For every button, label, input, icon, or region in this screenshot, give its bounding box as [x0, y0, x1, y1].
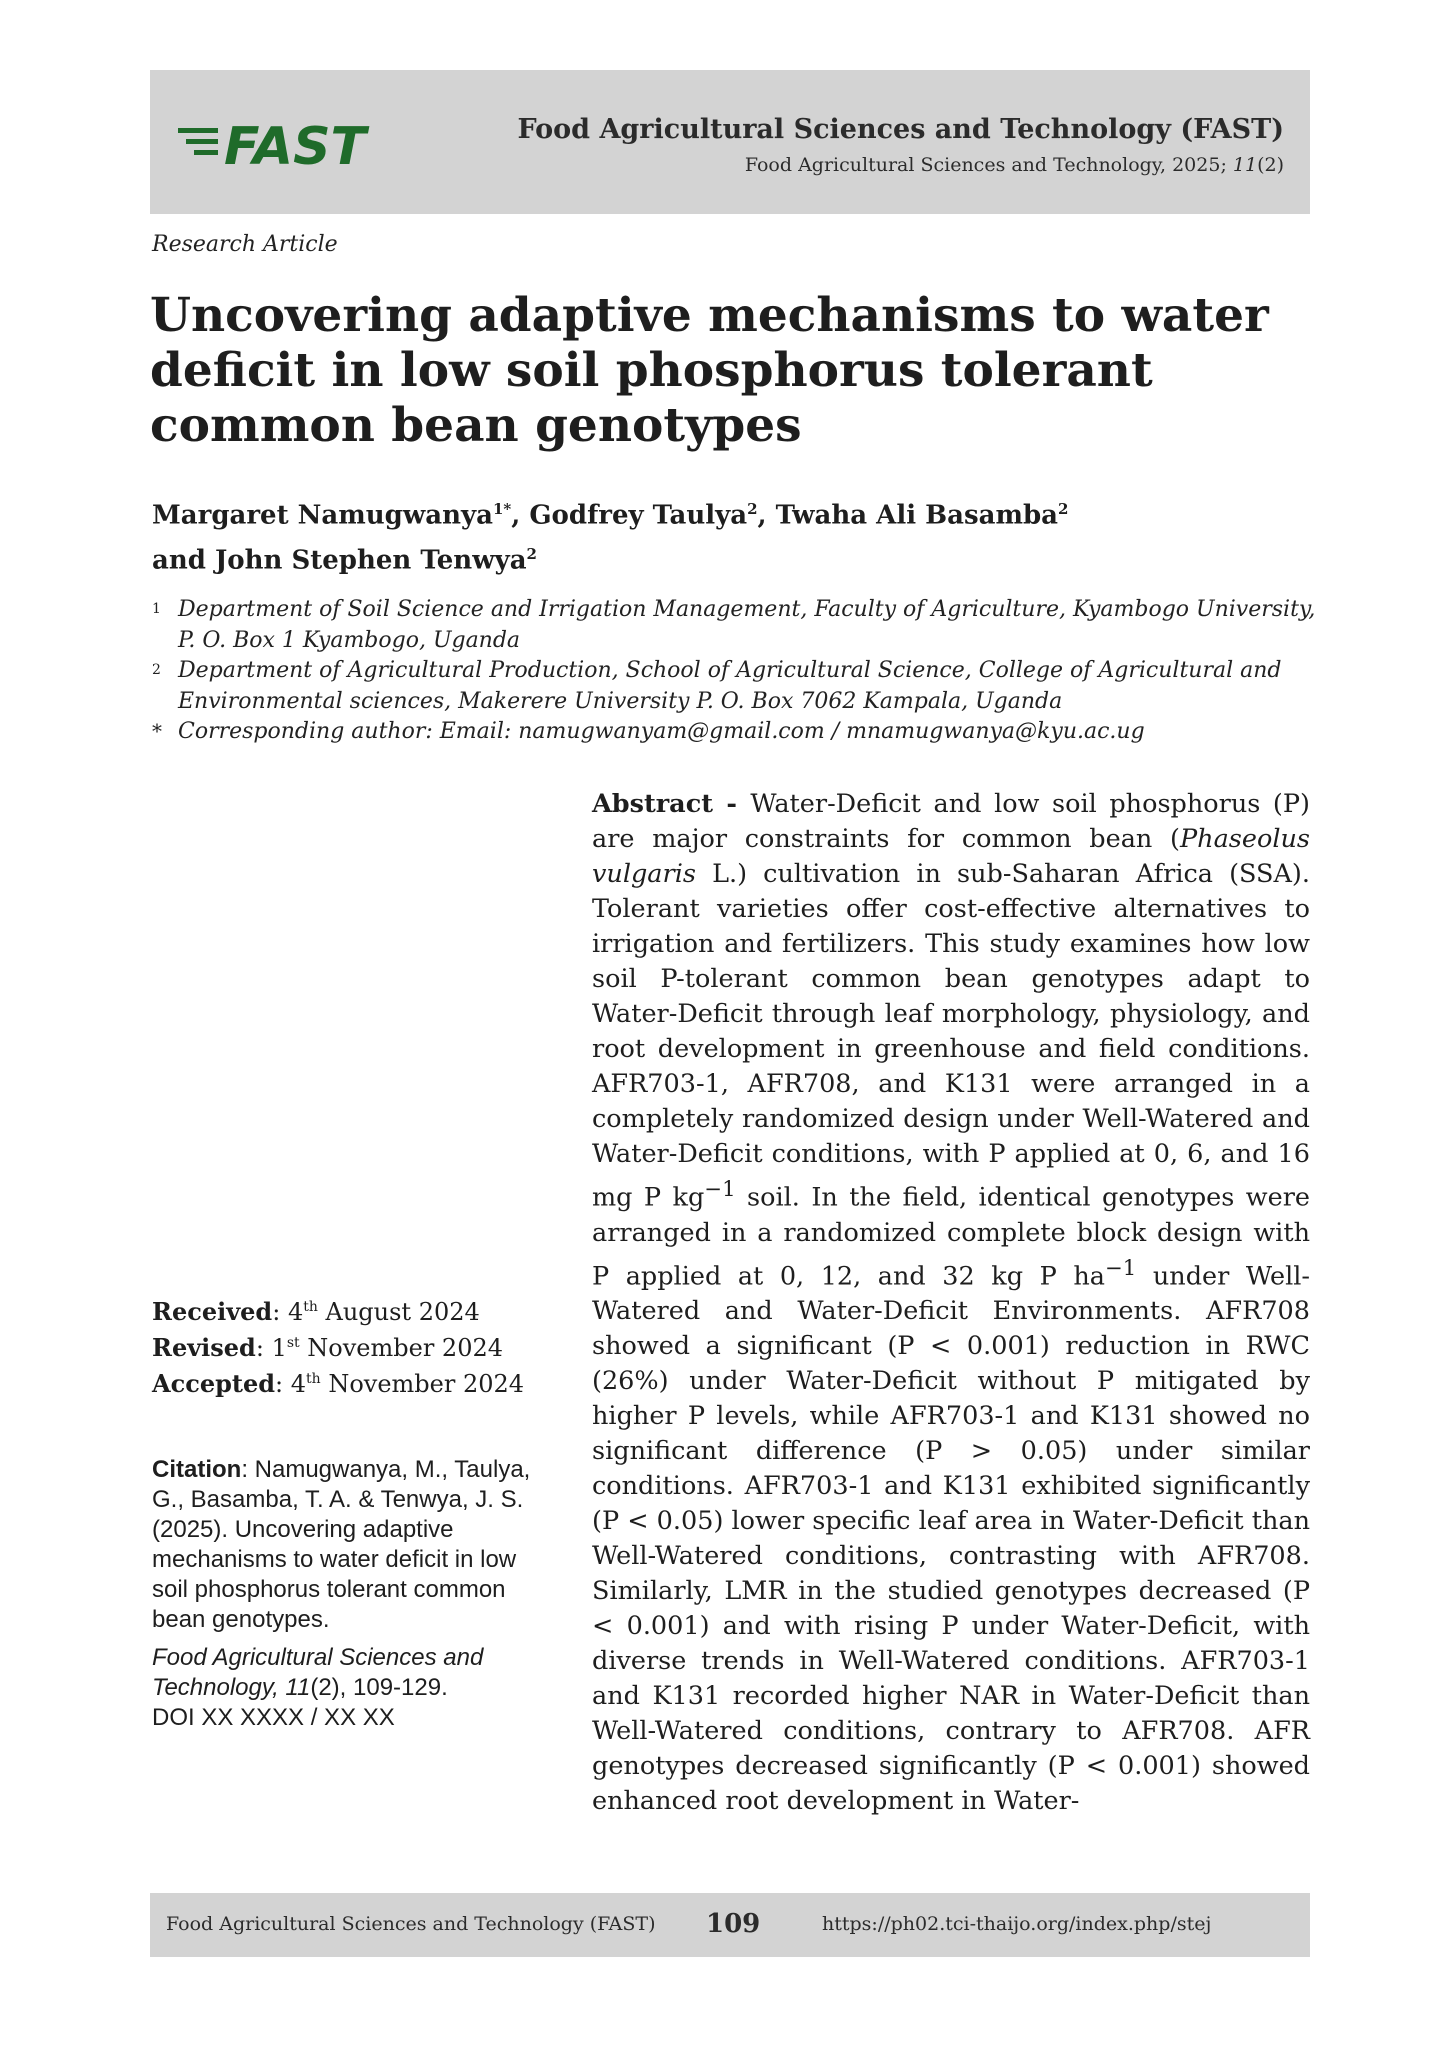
author-name: Margaret Namugwanya	[152, 500, 493, 531]
affiliation-mark: 2	[152, 662, 161, 678]
abstract-label: Abstract -	[592, 789, 751, 819]
species-name: Phaseolus vulgaris	[592, 824, 1310, 889]
citation-doi: DOI XX XXXX / XX XX	[152, 1704, 395, 1731]
citation-block	[152, 1455, 552, 1733]
revised-date: Revised: 1st November 2024	[152, 1333, 503, 1362]
accepted-date: Accepted: 4th November 2024	[152, 1369, 525, 1398]
author-name: Twaha Ali Basamba	[775, 500, 1058, 531]
affiliation	[152, 655, 1322, 717]
citation-pages: (2), 109-129.	[310, 1674, 448, 1701]
footer-journal-name: Food Agricultural Sciences and Technology (FAST)	[166, 1913, 656, 1935]
fast-logo	[178, 117, 468, 177]
citation-source: Food Agricultural Sciences and Technology, 11	[152, 1644, 484, 1701]
journal-name: Food Agricultural Sciences and Technology (FAST)	[517, 114, 1284, 145]
author-affiliation-mark: 1*	[492, 500, 512, 518]
affiliation	[152, 594, 1322, 656]
journal-url[interactable]: https://ph02.tci-thaijo.org/index.php/stej	[822, 1913, 1212, 1935]
affiliation-text: Department of Soil Science and Irrigation Management, Faculty of Agriculture, Kyambogo University, P. O. Box 1 Kyambogo, Uganda	[178, 597, 1316, 653]
issue-number: (2)	[1257, 154, 1284, 176]
affiliation-text: Department of Agricultural Production, School of Agricultural Science, College of Agricultural and Environmental sciences, Makerere University P. O. Box 7062 Kampala, Uganda	[178, 658, 1282, 714]
article-title: Uncovering adaptive mechanisms to water deficit in low soil phosphorus tolerant common bean genotypes	[150, 288, 1269, 453]
author-name: Godfrey Taulya	[529, 500, 748, 531]
affiliation-mark: 1	[152, 601, 161, 617]
page-footer	[150, 1893, 1310, 1957]
journal-issue	[745, 154, 1284, 176]
journal-header	[150, 70, 1310, 214]
article-type: Research Article	[152, 232, 338, 257]
issue-volume: 11	[1232, 154, 1258, 176]
author-affiliation-mark: 2	[526, 544, 537, 563]
citation-label: Citation	[152, 1456, 242, 1483]
author-affiliation-mark: 2	[747, 500, 758, 518]
article-dates	[152, 1292, 552, 1400]
abstract: Abstract - Water-Deficit and low soil phosphorus (P) are major constraints for common bean (Phaseolus vulgaris L.) cultivation in sub-Saharan Africa (SSA). Tolerant varieties offer cost-effective alternatives to irrigation and fertilizers. This study examines how low soil P-tolerant common bean genotypes adapt to Water-Deficit through leaf morphology, physiology, and root development in greenhouse and field conditions. AFR703-1, AFR708, and K131 were arranged in a completely randomized design under Well-Watered and Water-Deficit conditions, with P applied at 0, 6, and 16 mg P $kg^{-1}$ soil. In the field, identical genotypes were arranged in a randomized complete block design with P applied at 0, 12, and 32 kg P $ha^{-1}$ under Well-Watered and Water-Deficit Environments. AFR708 showed a significant (P < 0.001) reduction in RWC (26%) under Water-Deficit without P mitigated by higher P levels, while AFR703-1 and K131 showed no significant difference (P > 0.05) under similar conditions. AFR703-1 and K131 exhibited significantly (P < 0.05) lower specific leaf area in Water-Deficit than Well-Watered conditions, contrasting with AFR708. Similarly, LMR in the studied genotypes decreased (P < 0.001) and with rising P under Water-Deficit, with diverse trends in Well-Watered conditions. AFR703-1 and K131 recorded higher NAR in Water-Deficit than Well-Watered conditions, contrary to AFR708. AFR genotypes decreased significantly (P < 0.001) showed enhanced root development in Water-	[592, 789, 1311, 1816]
citation-text: : Namugwanya, M., Taulya, G., Basamba, T. A. & Tenwya, J. S. (2025). Uncovering adaptive mechanisms to water deficit in low soil phosphorus tolerant common bean genotypes.	[152, 1456, 531, 1633]
received-date: Received: 4th August 2024	[152, 1297, 480, 1326]
corresponding-author	[152, 716, 1322, 747]
page-number: 109	[706, 1909, 761, 1939]
logo-text: FAST	[224, 117, 366, 177]
author-affiliation-mark: 2	[1057, 500, 1069, 518]
affiliation-mark: *	[152, 719, 162, 743]
author-list: Margaret Namugwanya$^{1*}$, Godfrey Taulya$^2$, Twaha Ali Basamba$^2$ and John Stephen Tenwya$^2$	[152, 500, 1069, 576]
issue-prefix: Food Agricultural Sciences and Technology, 2025;	[744, 154, 1233, 176]
corresponding-author-text: Corresponding author: Email: namugwanyam@gmail.com / mnamugwanya@kyu.ac.ug	[178, 719, 1145, 744]
author-name: and John Stephen Tenwya	[152, 545, 527, 576]
